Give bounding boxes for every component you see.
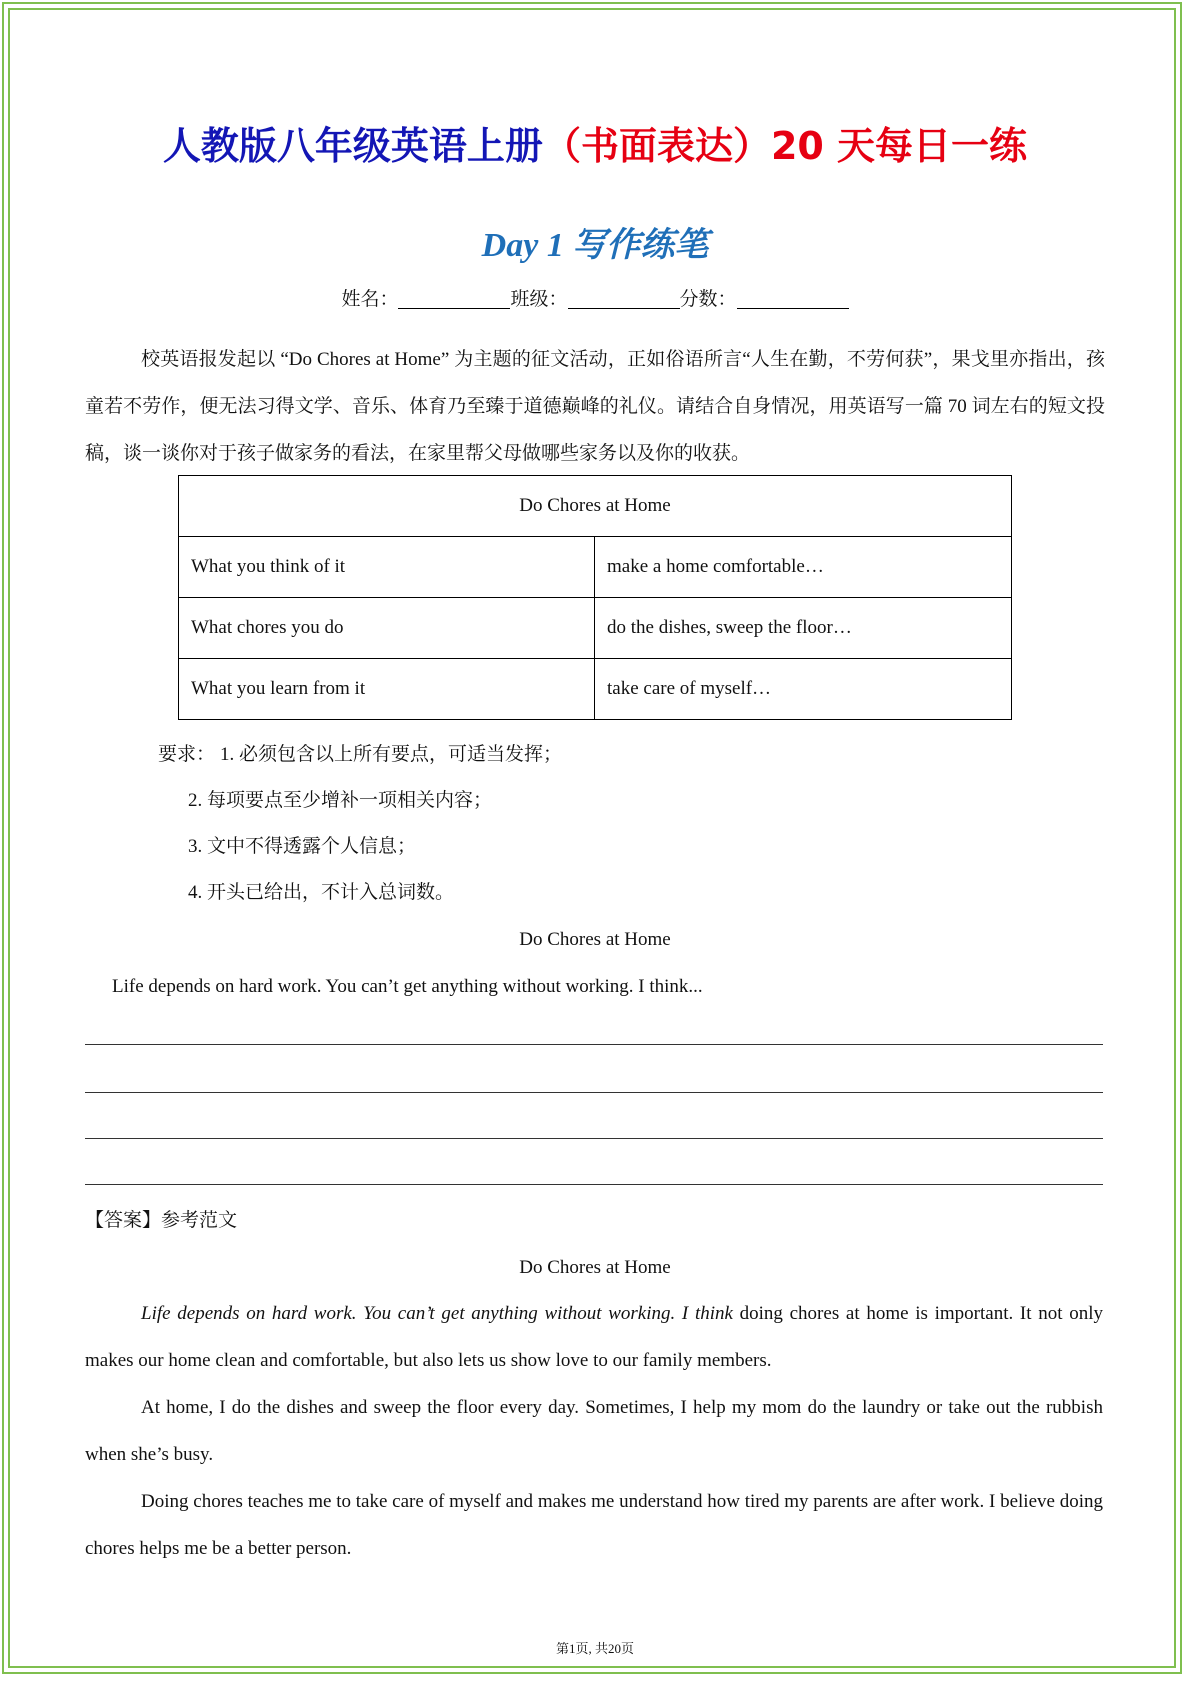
table-row: [179, 659, 1012, 720]
writing-title: Do Chores at Home: [519, 929, 671, 950]
model-essay: [85, 1290, 1103, 1572]
essay-p1-text: doing chores at home is important. It not only makes our home clean and comfortable, but also lets us show love to our family members.: [85, 1303, 1103, 1371]
requirement-item: 3. 文中不得透露个人信息；: [188, 836, 417, 857]
requirement-item: 4. 开头已给出，不计入总词数。: [188, 882, 455, 903]
day-title: Day 1 写作练笔: [481, 227, 709, 264]
table-header-cell: Do Chores at Home: [179, 476, 1012, 537]
essay-paragraph: At home, I do the dishes and sweep the floor every day. Sometimes, I help my mom do the laundry or take out the rubbish when she’s busy.: [85, 1397, 1103, 1465]
key-points-table: [178, 475, 1012, 720]
table-header-row: [179, 476, 1012, 537]
table-cell-aspect: What you think of it: [179, 537, 595, 598]
name-label: 姓名：: [341, 289, 399, 310]
table-cell-hint: do the dishes, sweep the floor…: [595, 598, 1012, 659]
document-title: [0, 118, 1190, 174]
class-blank: [568, 288, 680, 309]
answer-title: Do Chores at Home: [519, 1257, 671, 1278]
answer-line[interactable]: [85, 1092, 1103, 1093]
prompt-paragraph: 校英语报发起以 “Do Chores at Home” 为主题的征文活动，正如俗语所言“人生在勤，不劳何获”，果戈里亦指出，孩童若不劳作，便无法习得文学、音乐、体育乃至臻于道德巅峰的礼仪。请结合自身情况，用英语写一篇 70 词左右的短文投稿，谈一谈你对于孩子做家务的看法，在家里帮父母做哪些家务以及你的收获。: [85, 349, 1105, 464]
requirement-item: 1. 必须包含以上所有要点，可适当发挥；: [220, 744, 563, 765]
answer-label: 【答案】参考范文: [85, 1210, 238, 1231]
requirement-item: 2. 每项要点至少增补一项相关内容；: [188, 790, 493, 811]
requirements-label: 要求：: [158, 744, 216, 765]
table-cell-aspect: What you learn from it: [179, 659, 595, 720]
name-blank: [398, 288, 510, 309]
answer-line[interactable]: [85, 1184, 1103, 1185]
class-label: 班级：: [510, 289, 568, 310]
essay-given-opening: Life depends on hard work. You can’t get anything without working. I think: [141, 1303, 733, 1324]
score-blank: [737, 288, 849, 309]
table-row: [179, 598, 1012, 659]
page-number: 第1页, 共20页: [555, 1641, 634, 1656]
score-label: 分数：: [679, 289, 737, 310]
table-cell-aspect: What chores you do: [179, 598, 595, 659]
writing-opening: Life depends on hard work. You can’t get anything without working. I think...: [112, 976, 703, 997]
answer-line[interactable]: [85, 1138, 1103, 1139]
student-info-line: [0, 285, 1190, 315]
table-row: [179, 537, 1012, 598]
table-cell-hint: take care of myself…: [595, 659, 1012, 720]
table-cell-hint: make a home comfortable…: [595, 537, 1012, 598]
answer-line[interactable]: [85, 1044, 1103, 1045]
essay-paragraph: [85, 1290, 1103, 1384]
essay-paragraph: Doing chores teaches me to take care of myself and makes me understand how tired my parents are after work. I believe doing chores helps me be a better person.: [85, 1491, 1103, 1559]
title-blue-part: 人教版八年级英语上册: [162, 124, 543, 168]
title-red-part: （书面表达）20 天每日一练: [542, 124, 1028, 168]
